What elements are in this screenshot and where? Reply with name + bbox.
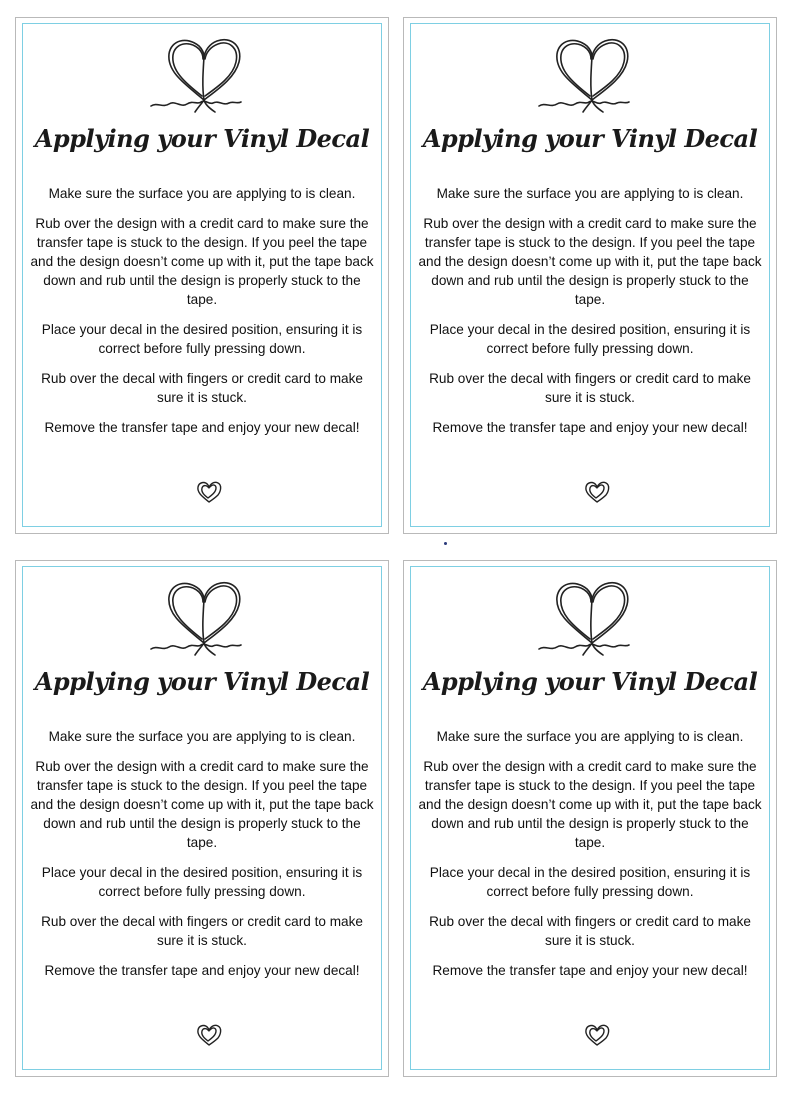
instruction-steps — [27, 727, 377, 991]
step-text: Rub over the design with a credit card to make sure the transfer tape is stuck to the design. If you peel the tape and the design doesn’t come up with it, put the tape back down and rub until the design is properly stuck to the tape. — [418, 759, 762, 850]
scribble-heart-icon — [535, 575, 649, 661]
scribble-heart-icon — [147, 32, 261, 118]
instruction-steps — [415, 727, 765, 991]
small-heart-icon — [582, 1021, 612, 1049]
scribble-heart-icon — [147, 575, 261, 661]
instruction-card — [403, 17, 777, 534]
card-border — [410, 23, 770, 527]
card-title: Applying your Vinyl Decal — [34, 124, 370, 153]
card-border — [22, 566, 382, 1070]
instruction-steps — [27, 184, 377, 448]
card-title: Applying your Vinyl Decal — [422, 667, 758, 696]
step-text: Remove the transfer tape and enjoy your new decal! — [44, 963, 360, 978]
step-text: Rub over the design with a credit card to make sure the transfer tape is stuck to the design. If you peel the tape and the design doesn’t come up with it, put the tape back down and rub until the design is properly stuck to the tape. — [30, 216, 374, 307]
card-title: Applying your Vinyl Decal — [422, 124, 758, 153]
step-text: Rub over the decal with fingers or credit card to make sure it is stuck. — [41, 371, 363, 405]
step-text: Rub over the decal with fingers or credit card to make sure it is stuck. — [429, 914, 751, 948]
step-text: Rub over the decal with fingers or credit card to make sure it is stuck. — [41, 914, 363, 948]
card-border — [410, 566, 770, 1070]
small-heart-icon — [194, 1021, 224, 1049]
scribble-heart-icon — [535, 32, 649, 118]
step-text: Rub over the decal with fingers or credit card to make sure it is stuck. — [429, 371, 751, 405]
card-border — [22, 23, 382, 527]
step-text: Place your decal in the desired position, ensuring it is correct before fully pressing down. — [41, 322, 363, 356]
step-text: Make sure the surface you are applying to is clean. — [48, 186, 356, 201]
step-text: Remove the transfer tape and enjoy your new decal! — [432, 420, 748, 435]
small-heart-icon — [582, 478, 612, 506]
step-text: Rub over the design with a credit card to make sure the transfer tape is stuck to the design. If you peel the tape and the design doesn’t come up with it, put the tape back down and rub until the design is properly stuck to the tape. — [30, 759, 374, 850]
instruction-card — [15, 17, 389, 534]
step-text: Make sure the surface you are applying to is clean. — [48, 729, 356, 744]
instruction-card — [403, 560, 777, 1077]
step-text: Remove the transfer tape and enjoy your new decal! — [44, 420, 360, 435]
step-text: Rub over the design with a credit card to make sure the transfer tape is stuck to the design. If you peel the tape and the design doesn’t come up with it, put the tape back down and rub until the design is properly stuck to the tape. — [418, 216, 762, 307]
stray-dot — [444, 542, 447, 545]
step-text: Remove the transfer tape and enjoy your new decal! — [432, 963, 748, 978]
instruction-steps — [415, 184, 765, 448]
step-text: Place your decal in the desired position, ensuring it is correct before fully pressing down. — [429, 322, 751, 356]
card-title: Applying your Vinyl Decal — [34, 667, 370, 696]
step-text: Place your decal in the desired position, ensuring it is correct before fully pressing down. — [429, 865, 751, 899]
small-heart-icon — [194, 478, 224, 506]
step-text: Make sure the surface you are applying to is clean. — [436, 186, 744, 201]
step-text: Place your decal in the desired position, ensuring it is correct before fully pressing down. — [41, 865, 363, 899]
step-text: Make sure the surface you are applying to is clean. — [436, 729, 744, 744]
instruction-card — [15, 560, 389, 1077]
